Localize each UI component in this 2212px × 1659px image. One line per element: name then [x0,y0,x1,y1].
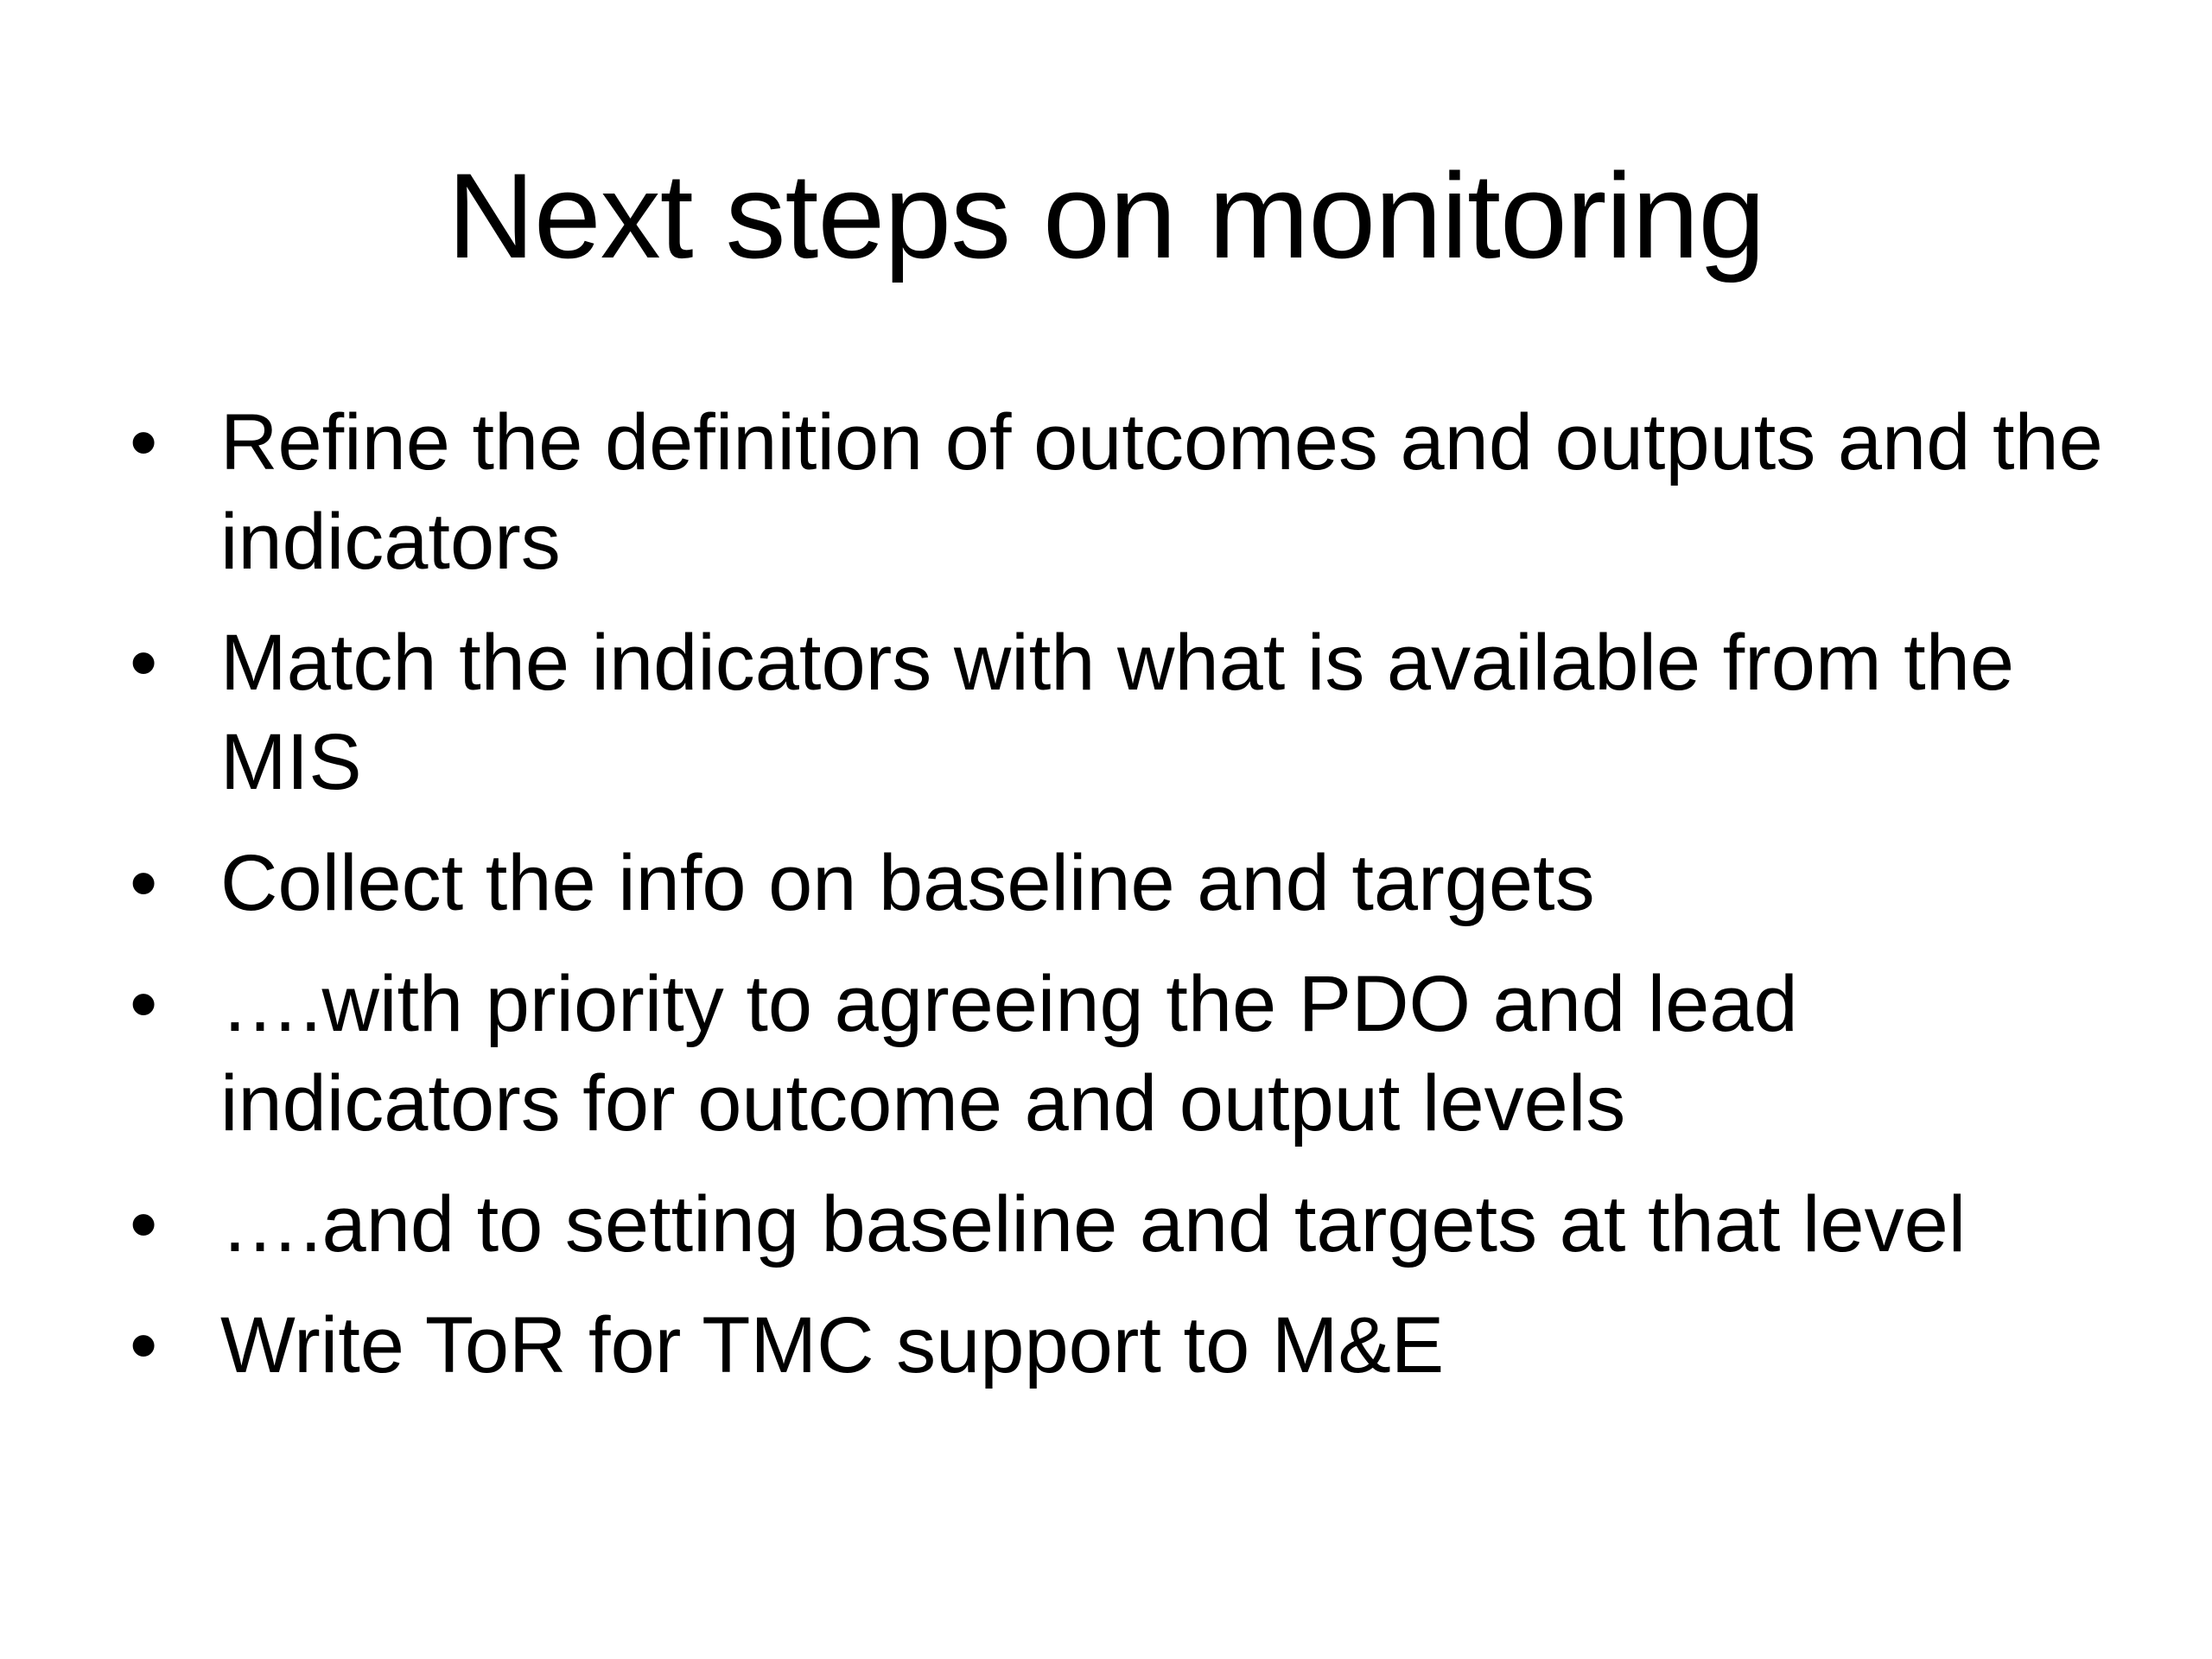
bullet-item [130,613,2143,812]
bullet-text: ….and to setting baseline and targets at that level [220,1180,1967,1268]
bullet-text: ….with priority to agreeing the PDO and lead indicators for outcome and output levels [220,960,1798,1147]
bullet-item [130,393,2143,592]
bullet-item [130,834,2143,933]
bullet-text: Match the indicators with what is available from the MIS [220,619,2015,806]
bullet-icon: • [130,1301,158,1389]
bullet-icon: • [130,619,158,707]
bullet-text: Refine the definition of outcomes and outputs and the indicators [220,398,2103,586]
bullet-text: Write ToR for TMC support to M&E [220,1301,1445,1389]
bullet-item [130,1175,2143,1274]
bullet-icon: • [130,960,158,1048]
bullet-item [130,955,2143,1154]
slide-title: Next steps on monitoring [447,148,1765,283]
bullet-icon: • [130,1180,158,1268]
bullet-icon: • [130,839,158,927]
bullet-list [130,393,2143,1417]
bullet-text: Collect the info on baseline and targets [220,839,1595,927]
bullet-icon: • [130,398,158,486]
bullet-item [130,1296,2143,1395]
